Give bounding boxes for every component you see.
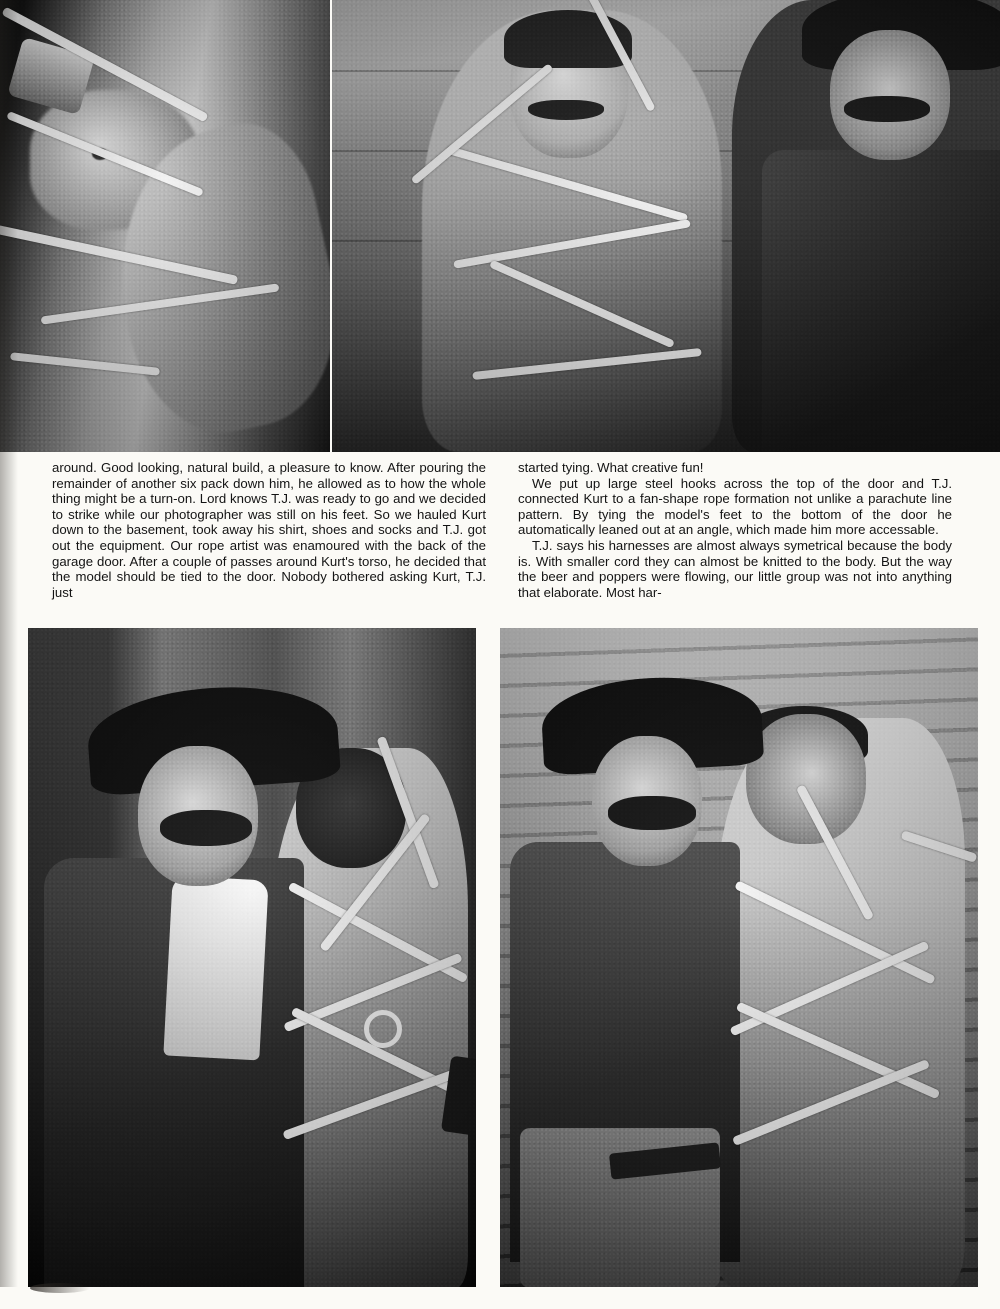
photo-bottom-left-garage-door xyxy=(28,628,476,1288)
page-corner-scan-artifact xyxy=(30,1283,90,1293)
model-head xyxy=(746,714,866,844)
paragraph: T.J. says his harnesses are almost always symetrical because the body is. With smaller cord they can almost be knitted to the body. But the way the beer and poppers were flowing, our little group was not into anything that elaborate. Most har- xyxy=(518,537,952,600)
leather-man-moustache xyxy=(844,96,930,122)
article-text-band xyxy=(0,452,1000,624)
photo-top-left-torso xyxy=(0,0,330,452)
article-columns xyxy=(52,460,952,600)
article-right-column xyxy=(518,460,952,600)
rope-ring xyxy=(364,1010,402,1048)
page-bottom-margin xyxy=(0,1287,1000,1309)
paragraph: We put up large steel hooks across the top of the door and T.J. connected Kurt to a fan-shape rope formation not unlike a parachute line pattern. By tying the model's feet to the bottom of the door he automatically leaned out at an angle, which made him more accessable. xyxy=(518,475,952,538)
leather-man-head xyxy=(830,30,950,160)
paragraph: started tying. What creative fun! xyxy=(518,460,704,475)
white-tshirt-shape xyxy=(163,876,268,1061)
model-moustache xyxy=(528,100,604,120)
leather-man-moustache xyxy=(160,810,252,846)
paragraph: around. Good looking, natural build, a pleasure to know. After pouring the remainder of another six pack down him, he allowed as to how the whole thing might be a turn-on. Lord knows T.J. was ready to go and we decided to strike while our photographer was still on his feet. So we hauled Kurt down to the basement, took away his shirt, shoes and socks and T.J. got out the equipment. Our rope artist was enamoured with the back of the garage door. After a couple of passes around Kurt's torso, he decided that the model should be tied to the door. Nobody bothered asking Kurt, T.J. just xyxy=(52,460,486,600)
photo-top-right-two-men xyxy=(332,0,1000,452)
leather-jacket-shape xyxy=(762,150,1000,452)
photo-bottom-right-wooden-wall xyxy=(500,628,978,1288)
article-left-column xyxy=(52,460,486,600)
leather-man-moustache xyxy=(608,796,696,830)
